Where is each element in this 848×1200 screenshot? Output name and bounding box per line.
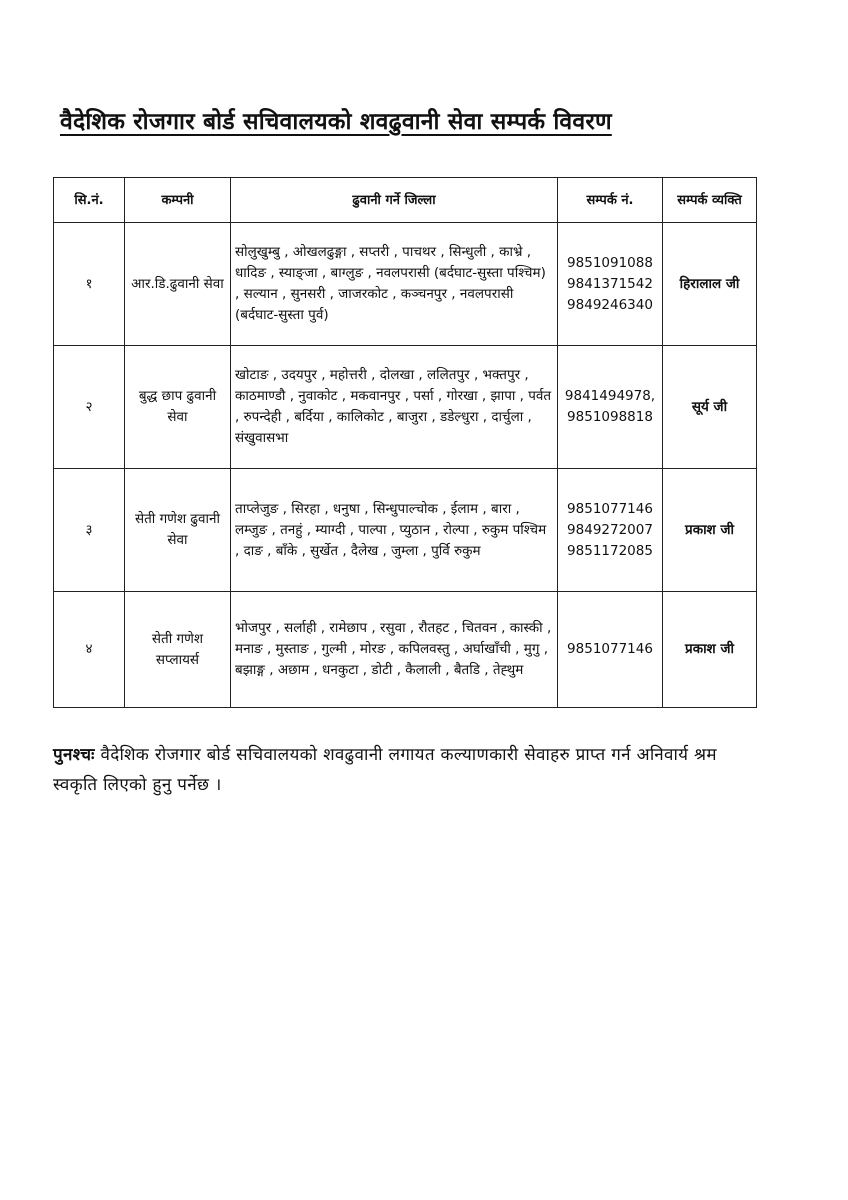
phone-cell <box>558 346 663 469</box>
districts-text: ताप्लेजुङ , सिरहा , धनुषा , सिन्धुपाल्चोक , ईलाम , बारा , लम्जुङ , तनहुं , म्याग्दी , पाल्पा , प्युठान , रोल्पा , रुकुम पश्चिम , दाङ , बाँके , सुर्खेत , दैलेख , जुम्ला , पुर्वि रुकुम <box>235 500 547 559</box>
phone-number: 9849246340 <box>567 296 653 313</box>
phone-cell <box>558 592 663 708</box>
phone-cell <box>558 469 663 592</box>
serial-cell: ३ <box>54 469 125 592</box>
footnote-text: वैदेशिक रोजगार बोर्ड सचिवालयको शवढुवानी लगायत कल्याणकारी सेवाहरु प्राप्त गर्न अनिवार्य श्रम स्वकृति लिएको हुनु पर्नेछ । <box>53 745 717 795</box>
footnote-label: पुनश्चः <box>53 745 95 765</box>
districts-text: सोलुखुम्बु , ओखलढुङ्गा , सप्तरी , पाचथर , सिन्धुली , काभ्रे , धादिङ , स्याङ्जा , बाग्लुङ , नवलपरासी (बर्दघाट-सुस्ता पश्चिम) , सल्यान , सुनसरी , जाजरकोट , कञ्चनपुर , नवलपरासी (बर्दघाट-सुस्ता पुर्व) <box>235 244 546 323</box>
serial-cell: ४ <box>54 592 125 708</box>
phone-number: 9851091088 <box>567 254 653 271</box>
districts-cell <box>231 223 558 346</box>
serial-cell: २ <box>54 346 125 469</box>
person-cell: सूर्य जी <box>663 346 757 469</box>
districts-text: भोजपुर , सर्लाही , रामेछाप , रसुवा , रौतहट , चितवन , कास्की , मनाङ , मुस्ताङ , गुल्मी , मोरङ , कपिलवस्तु , अर्घाखाँची , मुगु , बझाङ्ग , अछाम , धनकुटा , डोटी , कैलाली , बैतडि , तेह्थुम <box>235 620 552 678</box>
table-row <box>54 592 757 708</box>
districts-cell <box>231 592 558 708</box>
header-phone: सम्पर्क नं. <box>558 178 663 223</box>
phone-number: 9841494978, <box>564 388 656 404</box>
person-cell: हिरालाल जी <box>663 223 757 346</box>
table-row <box>54 346 757 469</box>
phone-number: 9851172085 <box>567 542 653 559</box>
footnote <box>53 740 753 800</box>
document-title: वैदेशिक रोजगार बोर्ड सचिवालयको शवढुवानी सेवा सम्पर्क विवरण <box>60 109 612 135</box>
phone-number: 9849272007 <box>567 521 653 538</box>
phone-number: 9851098818 <box>567 409 653 425</box>
company-cell: बुद्ध छाप ढुवानी सेवा <box>125 346 231 469</box>
person-cell: प्रकाश जी <box>663 592 757 708</box>
districts-cell <box>231 469 558 592</box>
header-serial: सि.नं. <box>54 178 125 223</box>
header-company: कम्पनी <box>125 178 231 223</box>
districts-text: खोटाङ , उदयपुर , महोत्तरी , दोलखा , ललितपुर , भक्तपुर , काठमाण्डौ , नुवाकोट , मकवानपुर , पर्सा , गोरखा , झापा , पर्वत , रुपन्देही , बर्दिया , कालिकोट , बाजुरा , डडेल्धुरा , दार्चुला , संखुवासभा <box>235 367 552 446</box>
company-cell: सेती गणेश ढुवानी सेवा <box>125 469 231 592</box>
contact-table <box>53 177 757 708</box>
header-districts: ढुवानी गर्ने जिल्ला <box>231 178 558 223</box>
header-person: सम्पर्क व्यक्ति <box>663 178 757 223</box>
table-row <box>54 223 757 346</box>
phone-number: 9851077146 <box>567 641 653 657</box>
company-cell: आर.डि.ढुवानी सेवा <box>125 223 231 346</box>
phone-cell <box>558 223 663 346</box>
serial-cell: १ <box>54 223 125 346</box>
districts-cell <box>231 346 558 469</box>
phone-number: 9841371542 <box>567 275 653 292</box>
phone-number: 9851077146 <box>567 500 653 517</box>
person-cell: प्रकाश जी <box>663 469 757 592</box>
table-row <box>54 469 757 592</box>
table-header-row <box>54 178 757 223</box>
company-cell: सेती गणेश सप्लायर्स <box>125 592 231 708</box>
